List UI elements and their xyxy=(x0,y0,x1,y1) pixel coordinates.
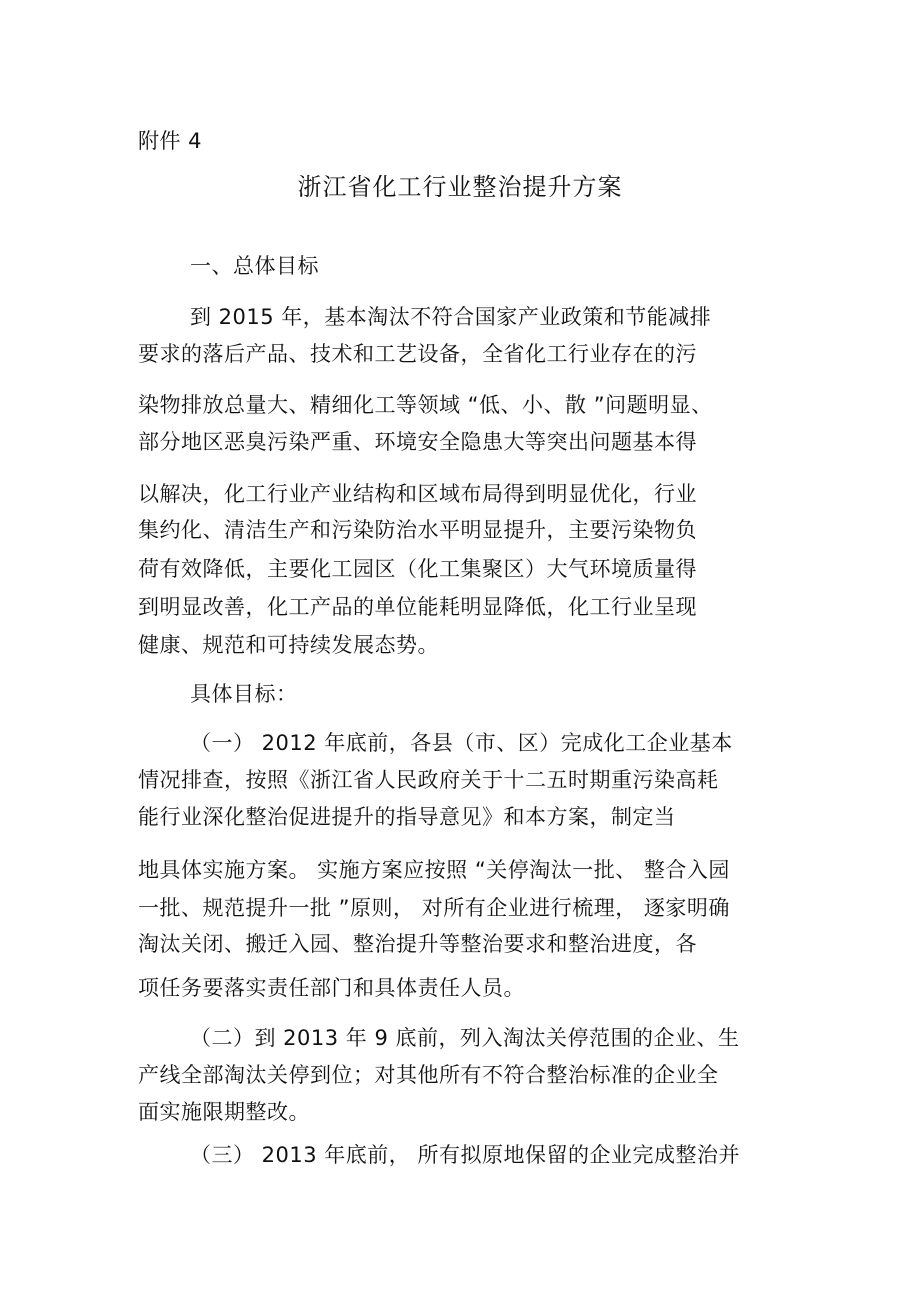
paragraph-line: 能行业深化整治促进提升的指导意见》和本方案，制定当 xyxy=(138,805,676,829)
paragraph-line: （二）到 2013 年 9 底前，列入淘汰关停范围的企业、生 xyxy=(190,1026,740,1050)
paragraph-line: 以解决，化工行业产业结构和区域布局得到明显优化，行业 xyxy=(138,482,697,506)
subheading-specific-goals: 具体目标： xyxy=(190,682,298,706)
paragraph-line: （一） 2012 年底前，各县（市、区）完成化工企业基本 xyxy=(190,731,733,755)
paragraph-line: 面实施限期整改。 xyxy=(138,1100,310,1124)
paragraph-line: 部分地区恶臭污染严重、环境安全隐患大等突出问题基本得 xyxy=(138,430,697,454)
paragraph-line: 荷有效降低，主要化工园区（化工集聚区）大气环境质量得 xyxy=(138,557,697,581)
paragraph-line: 产线全部淘汰关停到位；对其他所有不符合整治标准的企业全 xyxy=(138,1063,719,1087)
paragraph-line: 集约化、清洁生产和污染防治水平明显提升，主要污染物负 xyxy=(138,518,697,542)
paragraph-line: 要求的落后产品、技术和工艺设备，全省化工行业存在的污 xyxy=(138,342,697,366)
document-title: 浙江省化工行业整治提升方案 xyxy=(297,173,623,201)
paragraph-line: 到明显改善，化工产品的单位能耗明显降低，化工行业呈现 xyxy=(138,595,697,619)
paragraph-line: 情况排查，按照《浙江省人民政府关于十二五时期重污染高耗 xyxy=(138,768,719,792)
paragraph-line: （三） 2013 年底前， 所有拟原地保留的企业完成整治并 xyxy=(190,1143,740,1167)
paragraph-line: 健康、规范和可持续发展态势。 xyxy=(138,633,439,657)
paragraph-line: 淘汰关闭、搬迁入园、整治提升等整治要求和整治进度，各 xyxy=(138,932,697,956)
section-heading-overall-goal: 一、总体目标 xyxy=(190,254,319,278)
paragraph-line: 染物排放总量大、精细化工等领域 “低、小、散 ”问题明显、 xyxy=(138,393,713,417)
paragraph-line: 地具体实施方案。 实施方案应按照 “关停淘汰一批、 整合入园 xyxy=(138,858,730,882)
attachment-label: 附件 4 xyxy=(138,129,203,153)
paragraph-line: 项任务要落实责任部门和具体责任人员。 xyxy=(138,976,525,1000)
paragraph-line: 一批、规范提升一批 ”原则， 对所有企业进行梳理， 逐家明确 xyxy=(138,896,730,920)
paragraph-line: 到 2015 年，基本淘汰不符合国家产业政策和节能减排 xyxy=(190,305,712,329)
